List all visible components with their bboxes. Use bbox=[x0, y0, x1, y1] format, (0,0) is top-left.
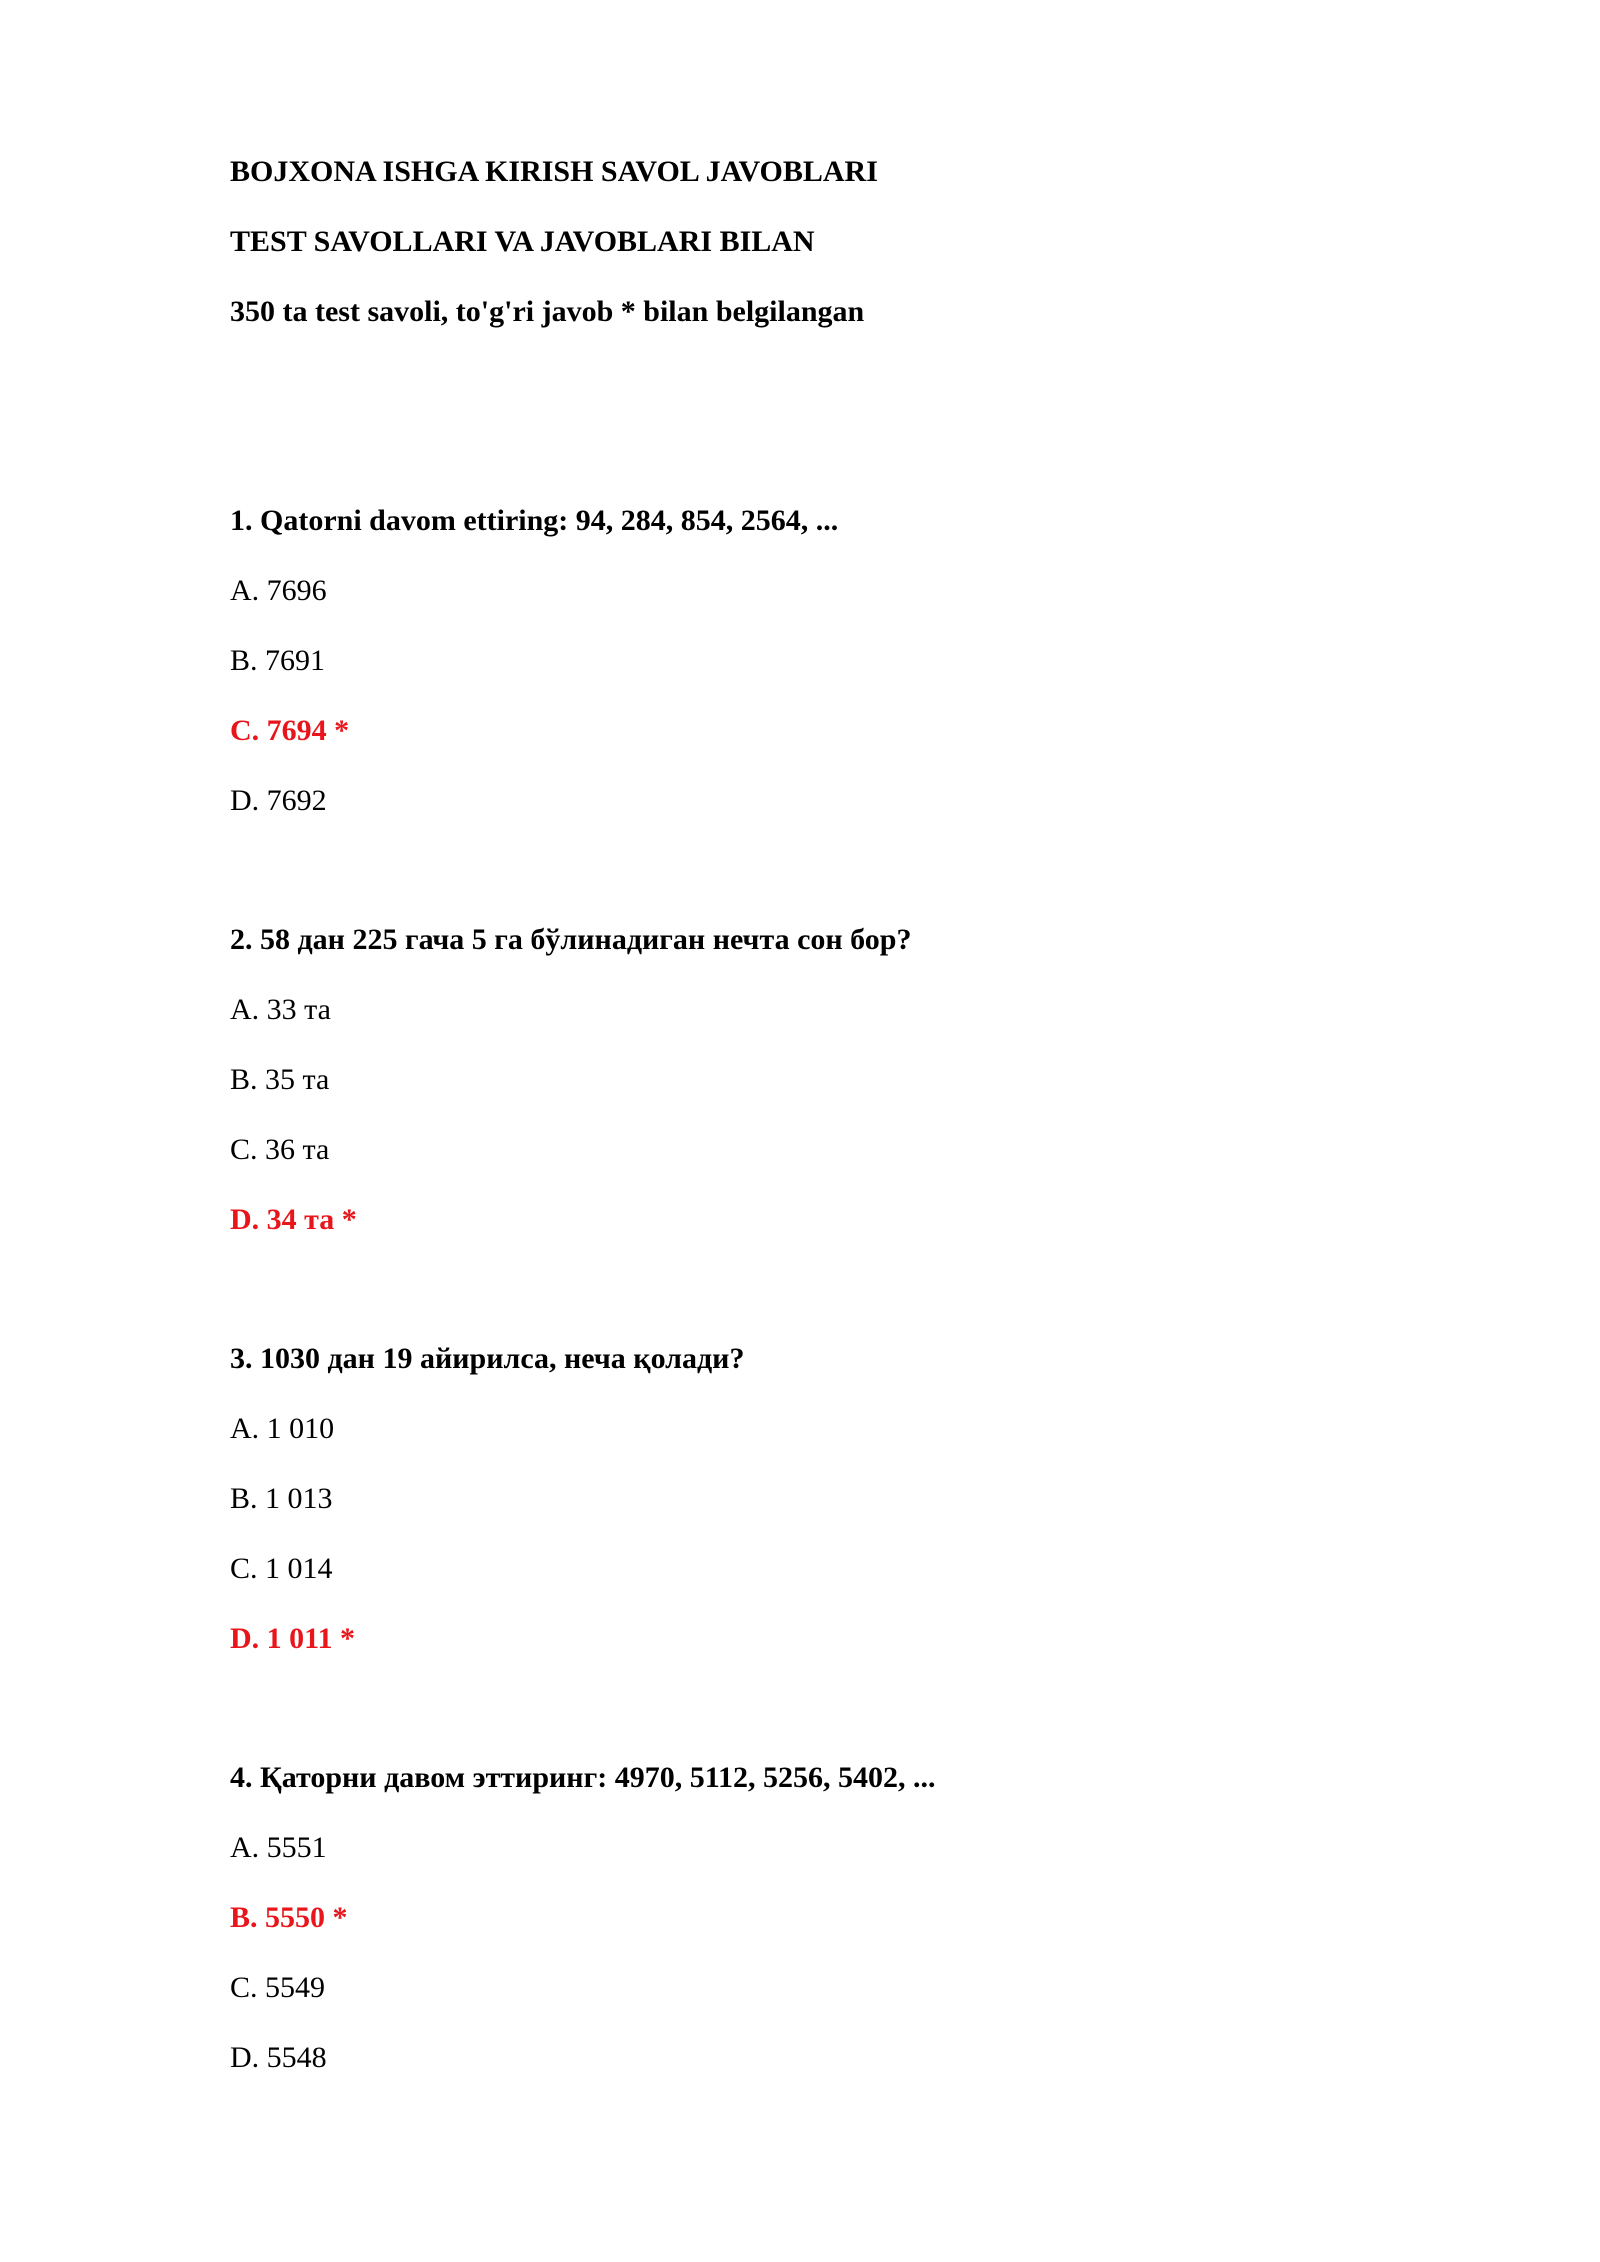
question-3-text: 3. 1030 дан 19 айирилса, неча қолади? bbox=[230, 1342, 745, 1375]
question-3-option-c: C. 1 014 bbox=[230, 1552, 333, 1585]
question-2-text: 2. 58 дан 225 гача 5 га бўлинадиган нечта сон бор? bbox=[230, 923, 912, 956]
document-subtitle: TEST SAVOLLARI VA JAVOBLARI BILAN bbox=[230, 225, 815, 258]
question-3-option-a: A. 1 010 bbox=[230, 1412, 335, 1445]
question-2-option-a: A. 33 та bbox=[230, 993, 331, 1026]
question-1-option-a: A. 7696 bbox=[230, 574, 327, 607]
question-1-text: 1. Qatorni davom ettiring: 94, 284, 854, 2564, ... bbox=[230, 504, 839, 537]
question-4-option-b-correct: B. 5550 * bbox=[230, 1901, 348, 1934]
document-note: 350 ta test savoli, to'g'ri javob * bilan belgilangan bbox=[230, 295, 865, 328]
question-4-option-a: A. 5551 bbox=[230, 1831, 327, 1864]
question-3-option-d-correct: D. 1 011 * bbox=[230, 1622, 356, 1655]
question-2-option-c: C. 36 та bbox=[230, 1133, 330, 1166]
question-4-option-c: C. 5549 bbox=[230, 1971, 326, 2004]
question-2-option-b: B. 35 та bbox=[230, 1063, 330, 1096]
question-1-option-c-correct: C. 7694 * bbox=[230, 714, 350, 747]
question-3-option-b: B. 1 013 bbox=[230, 1482, 333, 1515]
document-title: BOJXONA ISHGA KIRISH SAVOL JAVOBLARI bbox=[230, 155, 878, 188]
question-2-option-d-correct: D. 34 та * bbox=[230, 1203, 357, 1236]
question-4-text: 4. Қаторни давом эттиринг: 4970, 5112, 5256, 5402, ... bbox=[230, 1761, 936, 1794]
question-4-option-d: D. 5548 bbox=[230, 2041, 327, 2074]
question-1-option-b: B. 7691 bbox=[230, 644, 326, 677]
question-1-option-d: D. 7692 bbox=[230, 784, 327, 817]
